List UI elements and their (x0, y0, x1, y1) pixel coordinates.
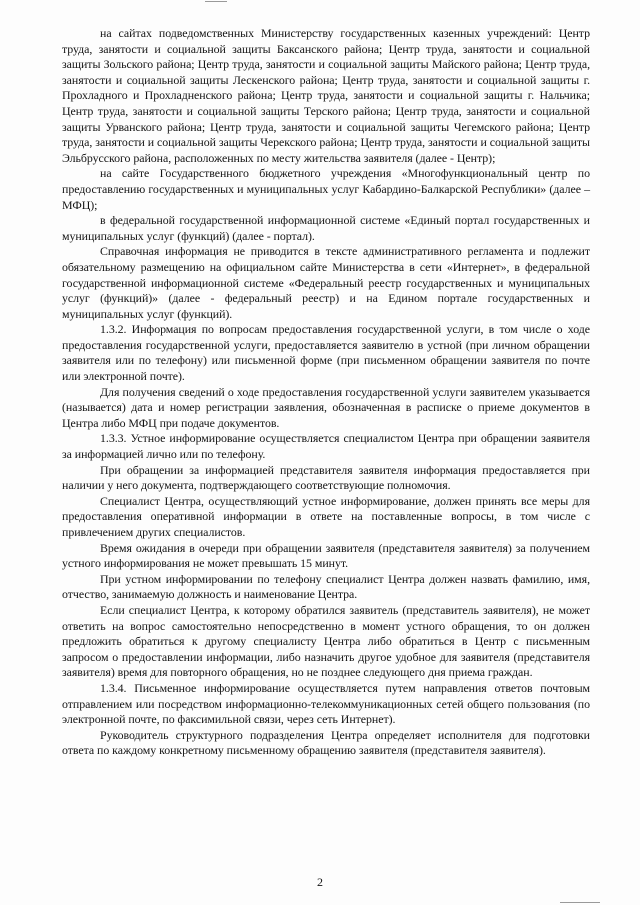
paragraph-websites-centers: на сайтах подведомственных Министерству государственных казенных учреждений: Центр труда, занятости и социальной защиты Баксанского района; Центр труда, занятости и социальной защиты Зольского района; Центр труда, занятости и социальной защиты Майского района; Центр труда, занятости и социальной защиты Лескенского района; Центр труда, занятости и социальной защиты г. Прохладного и Прохладненского района; Центр труда, занятости и социальной защиты г. Нальчика; Центр труда, занятости и социальной защиты Терского района; Центр труда, занятости и социальной защиты Урванского района; Центр труда, занятости и социальной защиты Чегемского района; Центр труда, занятости и социальной защиты Черекского района; Центр труда, занятости и социальной защиты Эльбрусского района, расположенных по месту жительства заявителя (далее - Центр); (62, 26, 590, 165)
paragraph-reference-info: Справочная информация не приводится в тексте административного регламента и подлежит обязательному размещению на официальном сайте Министерства в сети «Интернет», в федеральной государственной информационной системе «Федеральный реестр государственных и муниципальных услуг (функций)» (далее - федеральный реестр) и на Едином портале государственных и муниципальных услуг (функций). (62, 244, 590, 321)
paragraph-mfc-website: на сайте Государственного бюджетного учреждения «Многофункциональный центр по предоставлению государственных и муниципальных услуг Кабардино-Балкарской Республики» (далее – МФЦ); (62, 166, 590, 212)
paragraph-head-of-unit: Руководитель структурного подразделения Центра определяет исполнителя для подготовки ответа по каждому конкретному письменному обращению заявителя (представителя заявителя). (62, 727, 590, 758)
paragraph-waiting-time: Время ожидания в очереди при обращении заявителя (представителя заявителя) за получением устного информирования не может превышать 15 минут. (62, 540, 590, 571)
paragraph-1-3-4: 1.3.4. Письменное информирование осуществляется путем направления ответов почтовым отправлением или посредством информационно-телекоммуникационных сетей общего пользования (по электронной почте, по факсимильной связи, через сеть Интернет). (62, 680, 590, 727)
paragraph-redirect: Если специалист Центра, к которому обратился заявитель (представитель заявителя), не может ответить на вопрос самостоятельно непосредственно в момент устного обращения, то он должен предложить обратиться к другому специалисту Центра либо обратиться в Центр с письменным запросом о предоставлении информации, либо назначить другое удобное для заявителя (представителя заявителя) время для повторного обращения, но не позднее следующего дня приема граждан. (62, 602, 590, 680)
paragraph-1-3-3: 1.3.3. Устное информирование осуществляется специалистом Центра при обращении заявителя за информацией лично или по телефону. (62, 431, 590, 462)
scan-edge-mark-bottom (560, 902, 600, 903)
paragraph-1-3-2: 1.3.2. Информация по вопросам предоставления государственной услуги, в том числе о ходе предоставления государственной услуги, предоставляется заявителю в устной (при личном обращении заявителя или по телефону) или письменной форме (при письменном обращении заявителя по почте или электронной почте). (62, 322, 590, 384)
scan-edge-mark-top (205, 1, 227, 2)
page-number: 2 (317, 875, 323, 889)
document-body (62, 26, 590, 759)
paragraph-representative: При обращении за информацией представителя заявителя информация предоставляется при наличии у него документа, подтверждающего соответствующие полномочия. (62, 462, 590, 493)
paragraph-federal-portal: в федеральной государственной информационной системе «Единый портал государственных и муниципальных услуг (функций) (далее - портал). (62, 213, 590, 243)
paragraph-status-inquiry: Для получения сведений о ходе предоставления государственной услуги заявителем указывается (называется) дата и номер регистрации заявления, обозначенная в расписке о приеме документов в Центра либо МФЦ при подаче документов. (62, 384, 590, 430)
paragraph-phone-info: При устном информировании по телефону специалист Центра должен назвать фамилию, имя, отчество, занимаемую должность и наименование Центра. (62, 571, 590, 602)
paragraph-specialist-measures: Специалист Центра, осуществляющий устное информирование, должен принять все меры для предоставления оперативной информации в ответе на поставленные вопросы, в том числе с привлечением других специалистов. (62, 493, 590, 539)
